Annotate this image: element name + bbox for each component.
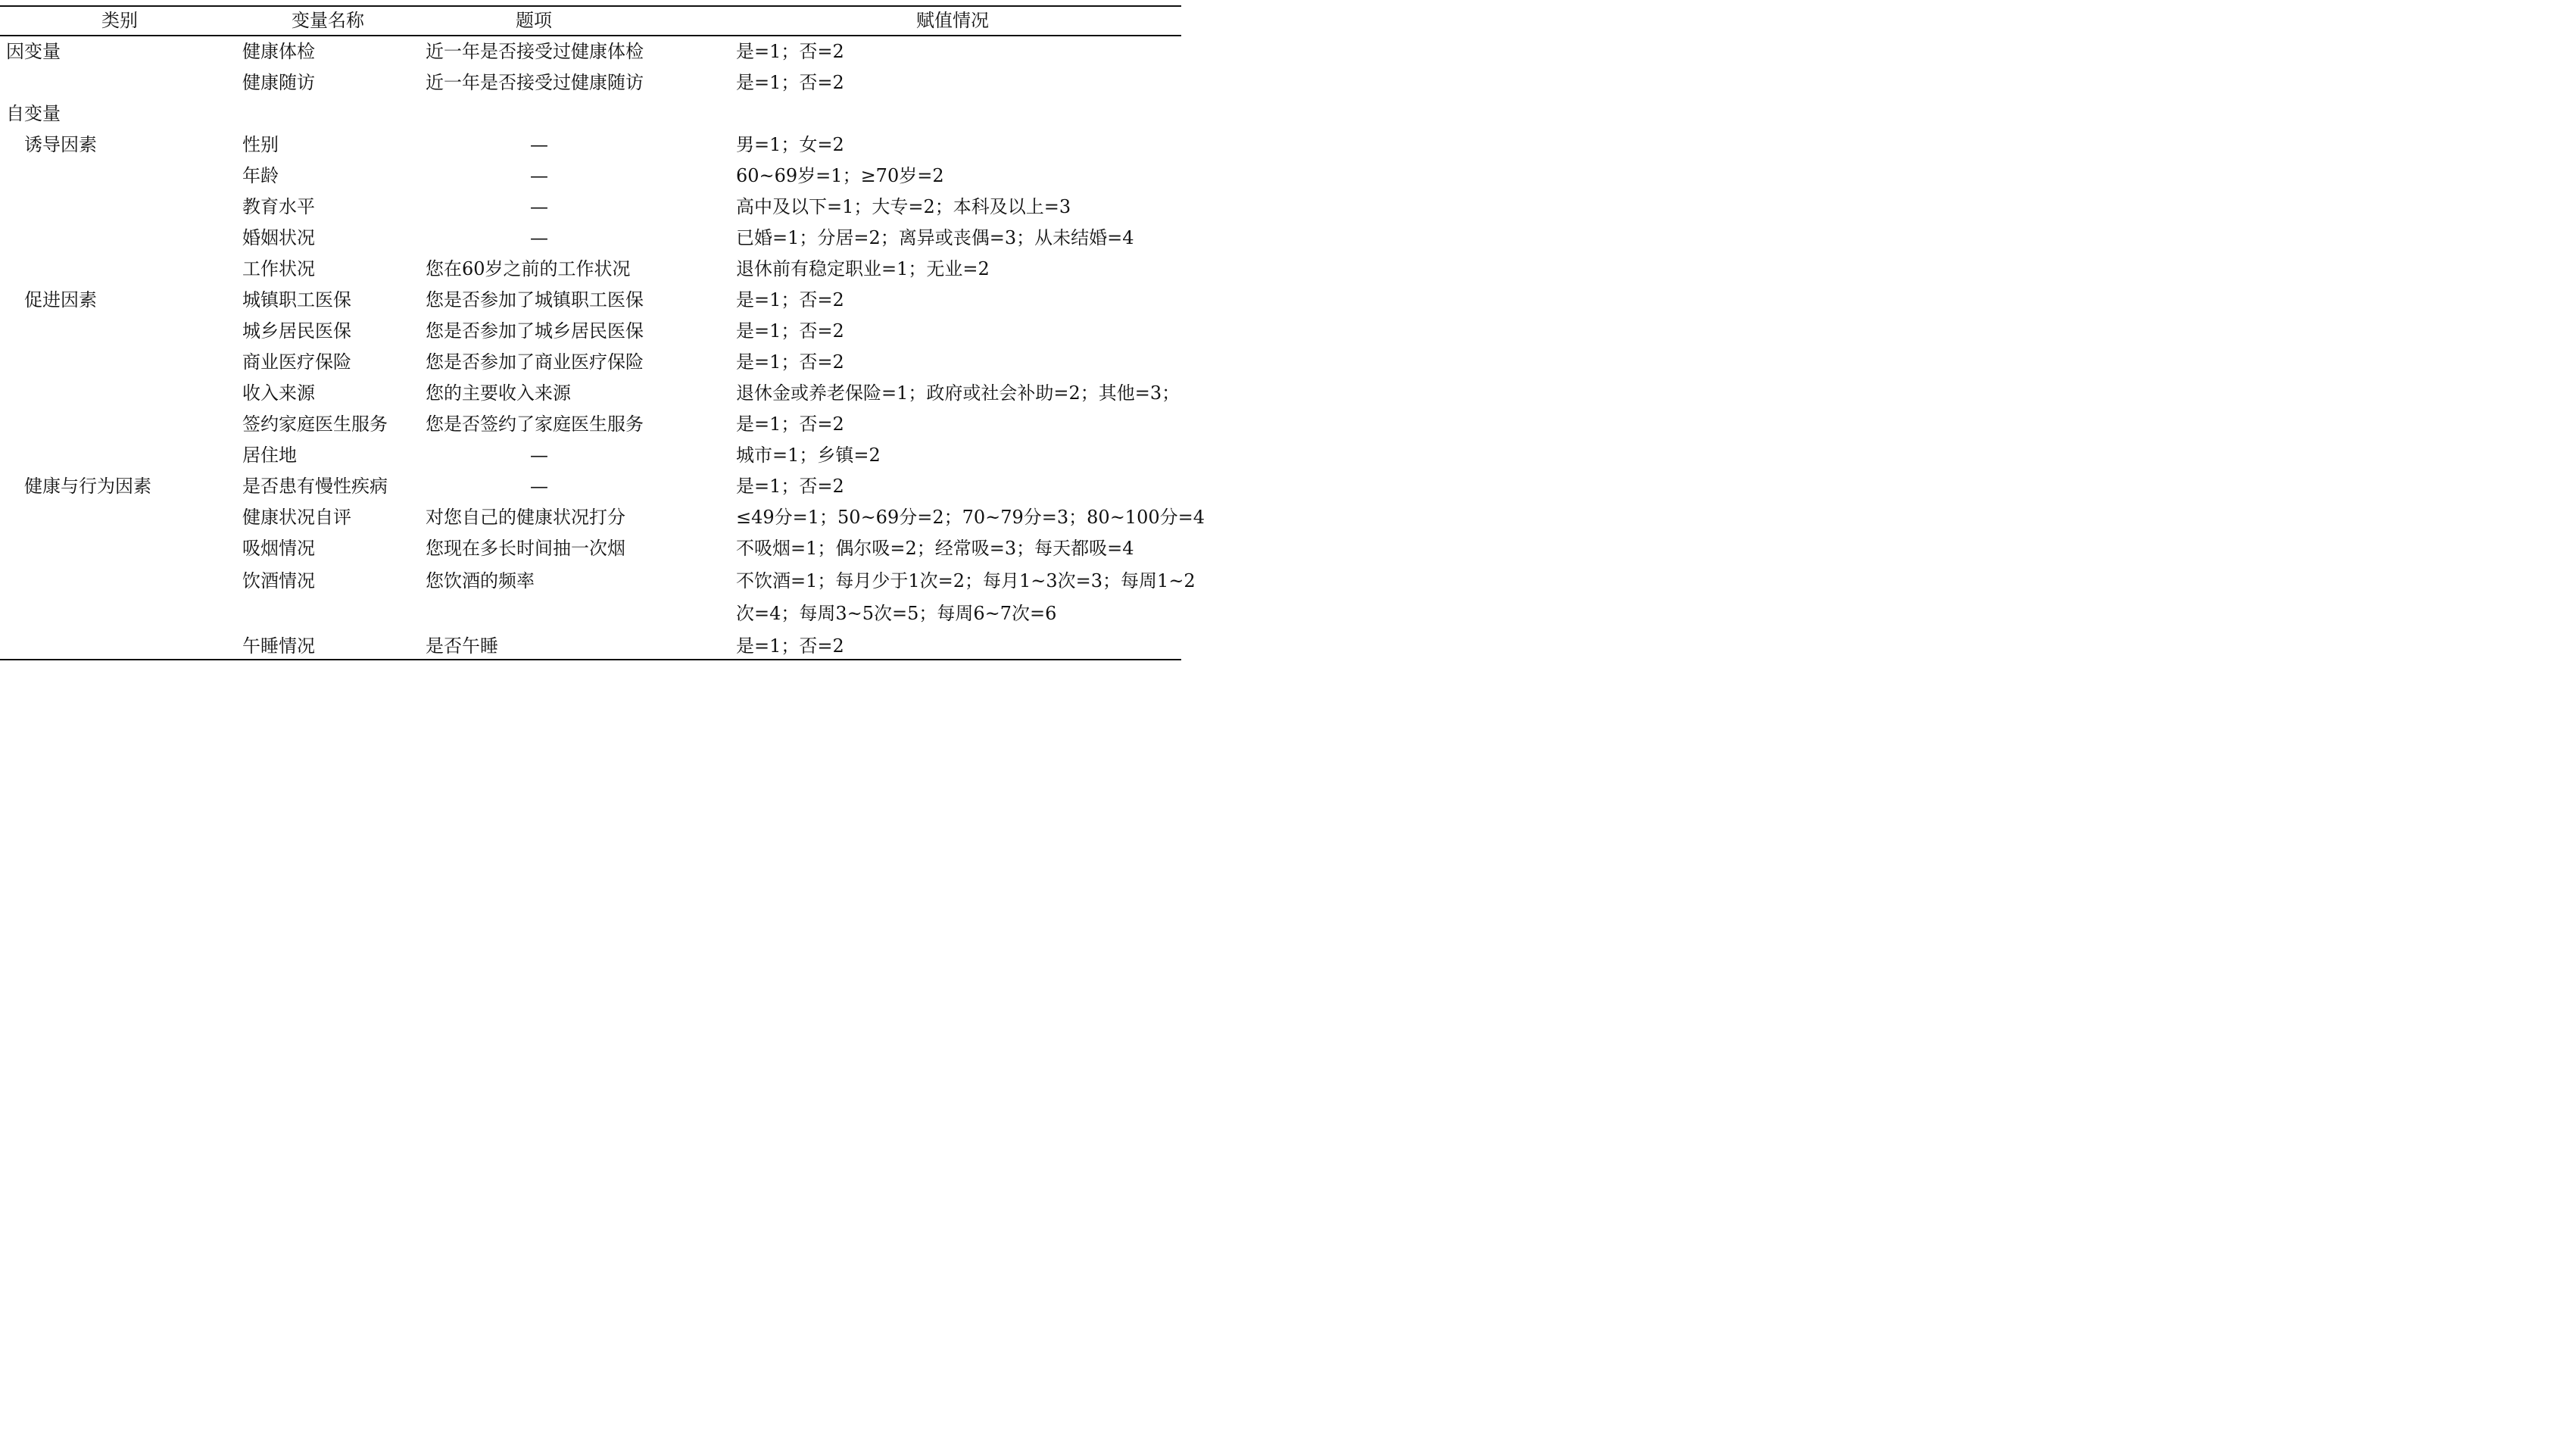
row-variable: 签约家庭医生服务 [242,414,388,435]
row-variable: 健康随访 [242,72,315,93]
header-question-item: 题项 [516,10,552,31]
row-item: — [530,134,548,155]
row-value: 是=1；否=2 [736,320,844,342]
row-value: 城市=1；乡镇=2 [736,445,881,466]
row-item: 近一年是否接受过健康体检 [426,41,644,62]
row-value: 高中及以下=1；大专=2；本科及以上=3 [736,196,1071,217]
row-value: 是=1；否=2 [736,635,844,657]
row-variable: 商业医疗保险 [242,351,351,373]
row-item: 您饮酒的频率 [426,570,535,591]
row-variable: 婚姻状况 [242,227,315,248]
row-variable: 性别 [242,134,279,155]
row-value: ≤49分=1；50~69分=2；70~79分=3；80~100分=4 [736,507,1205,528]
row-value-continued: 次=4；每周3~5次=5；每周6~7次=6 [736,603,1057,624]
table-bottom-rule [0,659,1181,660]
row-variable: 城乡居民医保 [242,320,351,342]
row-category: 诱导因素 [24,134,97,155]
row-item: — [530,196,548,217]
row-variable: 工作状况 [242,258,315,279]
row-variable: 是否患有慢性疾病 [242,476,388,497]
row-variable: 午睡情况 [242,635,315,657]
row-variable: 年龄 [242,165,279,186]
row-item: — [530,165,548,186]
row-value: 是=1；否=2 [736,476,844,497]
table-header-rule [0,35,1181,36]
row-category: 健康与行为因素 [24,476,151,497]
row-value: 是=1；否=2 [736,289,844,311]
row-variable: 饮酒情况 [242,570,315,591]
header-assignment: 赋值情况 [916,10,989,31]
row-value: 男=1；女=2 [736,134,844,155]
row-value: 退休前有稳定职业=1；无业=2 [736,258,990,279]
row-variable: 健康体检 [242,41,315,62]
row-item: — [530,227,548,248]
row-item: — [530,476,548,497]
row-category: 因变量 [6,41,61,62]
row-value: 是=1；否=2 [736,351,844,373]
row-value: 退休金或养老保险=1；政府或社会补助=2；其他=3； [736,382,1180,404]
row-item: 您现在多长时间抽一次烟 [426,538,625,559]
row-value: 是=1；否=2 [736,414,844,435]
row-value: 已婚=1；分居=2；离异或丧偶=3；从未结婚=4 [736,227,1134,248]
row-item: 您是否参加了城乡居民医保 [426,320,644,342]
row-item: — [530,445,548,466]
row-value: 是=1；否=2 [736,41,844,62]
row-value: 不饮酒=1；每月少于1次=2；每月1~3次=3；每周1~2 [736,570,1196,591]
variable-assignment-table [0,0,1205,663]
row-item: 对您自己的健康状况打分 [426,507,625,528]
row-variable: 城镇职工医保 [242,289,351,311]
row-item: 您是否参加了商业医疗保险 [426,351,644,373]
row-variable: 收入来源 [242,382,315,404]
row-variable: 居住地 [242,445,297,466]
row-value: 不吸烟=1；偶尔吸=2；经常吸=3；每天都吸=4 [736,538,1134,559]
row-variable: 教育水平 [242,196,315,217]
row-value: 是=1；否=2 [736,72,844,93]
row-category: 促进因素 [24,289,97,311]
row-item: 近一年是否接受过健康随访 [426,72,644,93]
row-item: 您是否参加了城镇职工医保 [426,289,644,311]
row-value: 60~69岁=1；≥70岁=2 [736,165,944,186]
row-item: 您是否签约了家庭医生服务 [426,414,644,435]
row-category: 自变量 [6,103,61,124]
row-item: 您的主要收入来源 [426,382,571,404]
header-variable-name: 变量名称 [292,10,364,31]
row-variable: 吸烟情况 [242,538,315,559]
header-category: 类别 [101,10,138,31]
row-item: 是否午睡 [426,635,498,657]
row-item: 您在60岁之前的工作状况 [426,258,631,279]
table-top-rule [0,5,1181,7]
row-variable: 健康状况自评 [242,507,351,528]
